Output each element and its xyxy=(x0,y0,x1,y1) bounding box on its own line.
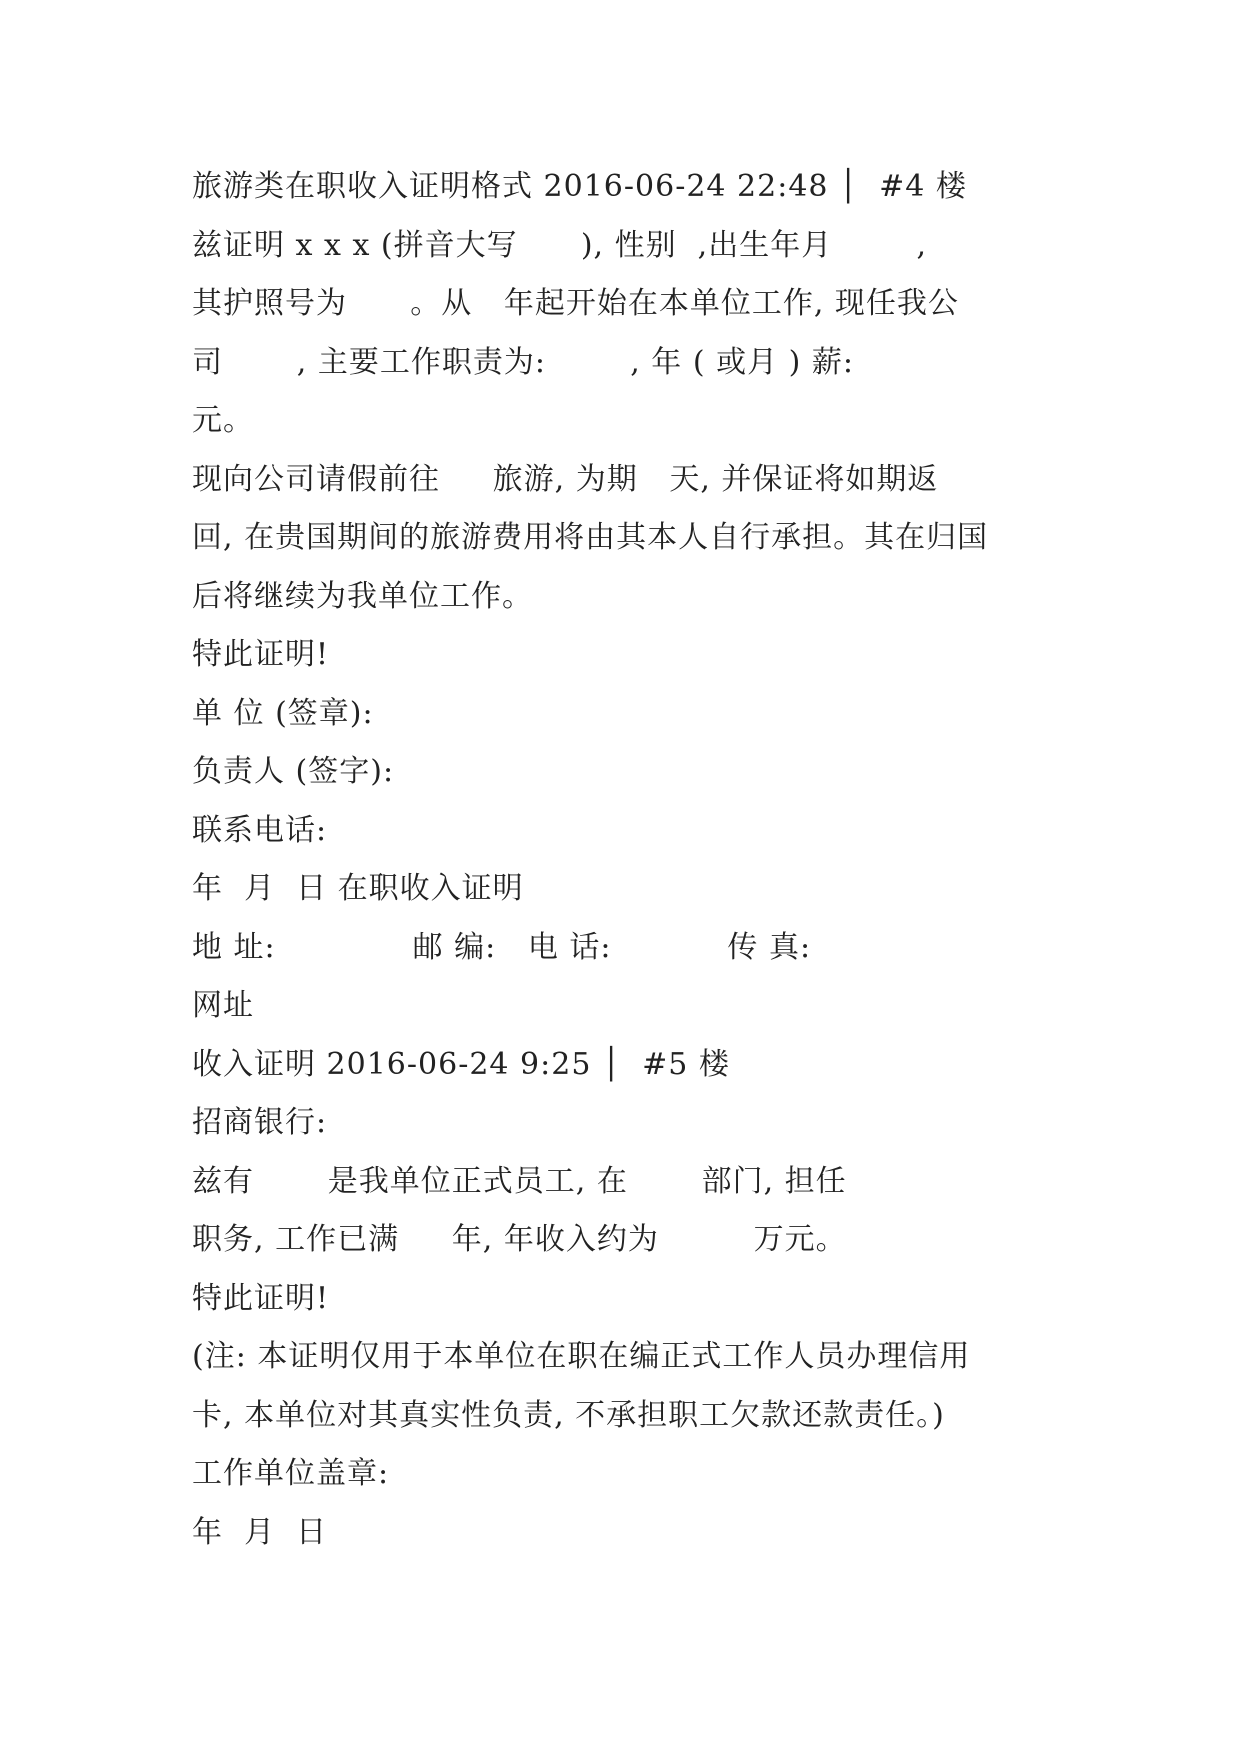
certificate-line: 司 , 主要工作职责为: , 年 ( 或月 ) 薪: xyxy=(192,344,854,380)
income-certificate-line: 职务, 工作已满 年, 年收入约为 万元。 xyxy=(192,1222,847,1257)
bank-salutation: 招商银行: xyxy=(192,1105,328,1140)
unit-seal-label: 单 位 (签章): xyxy=(192,695,374,731)
certificate-line: 其护照号为 。从 年起开始在本单位工作, 现任我公 xyxy=(192,286,959,321)
address-line: 地 址: 邮 编: 电 话: 传 真: xyxy=(192,929,812,965)
note-line: 卡, 本单位对其真实性负责, 不承担职工欠款还款责任。) xyxy=(192,1397,945,1433)
certificate-closing: 特此证明! xyxy=(192,1280,330,1316)
post-5-header: 收入证明 2016-06-24 9:25 │ #5 楼 xyxy=(192,1046,730,1082)
certificate-closing: 特此证明! xyxy=(192,637,330,672)
certificate-line: 兹证明 x x x (拼音大写 ), 性别 ,出生年月 , xyxy=(192,227,928,263)
date-line: 年 月 日 xyxy=(192,1514,328,1550)
income-certificate-line: 兹有 是我单位正式员工, 在 部门, 担任 xyxy=(192,1163,847,1199)
document-body xyxy=(192,158,1072,1562)
certificate-line: 现向公司请假前往 旅游, 为期 天, 并保证将如期返 xyxy=(192,461,939,497)
website-label: 网址 xyxy=(192,988,254,1023)
contact-phone-label: 联系电话: xyxy=(192,812,328,848)
responsible-signature-label: 负责人 (签字): xyxy=(192,754,395,789)
post-4-header: 旅游类在职收入证明格式 2016-06-24 22:48 │ #4 楼 xyxy=(192,169,967,204)
certificate-line: 后将继续为我单位工作。 xyxy=(192,578,533,614)
employer-seal-label: 工作单位盖章: xyxy=(192,1456,390,1491)
note-line: (注: 本证明仅用于本单位在职在编正式工作人员办理信用 xyxy=(192,1339,971,1374)
certificate-line: 元。 xyxy=(192,403,254,438)
date-line: 年 月 日 在职收入证明 xyxy=(192,871,524,906)
certificate-line: 回, 在贵国期间的旅游费用将由其本人自行承担。其在归国 xyxy=(192,520,989,555)
